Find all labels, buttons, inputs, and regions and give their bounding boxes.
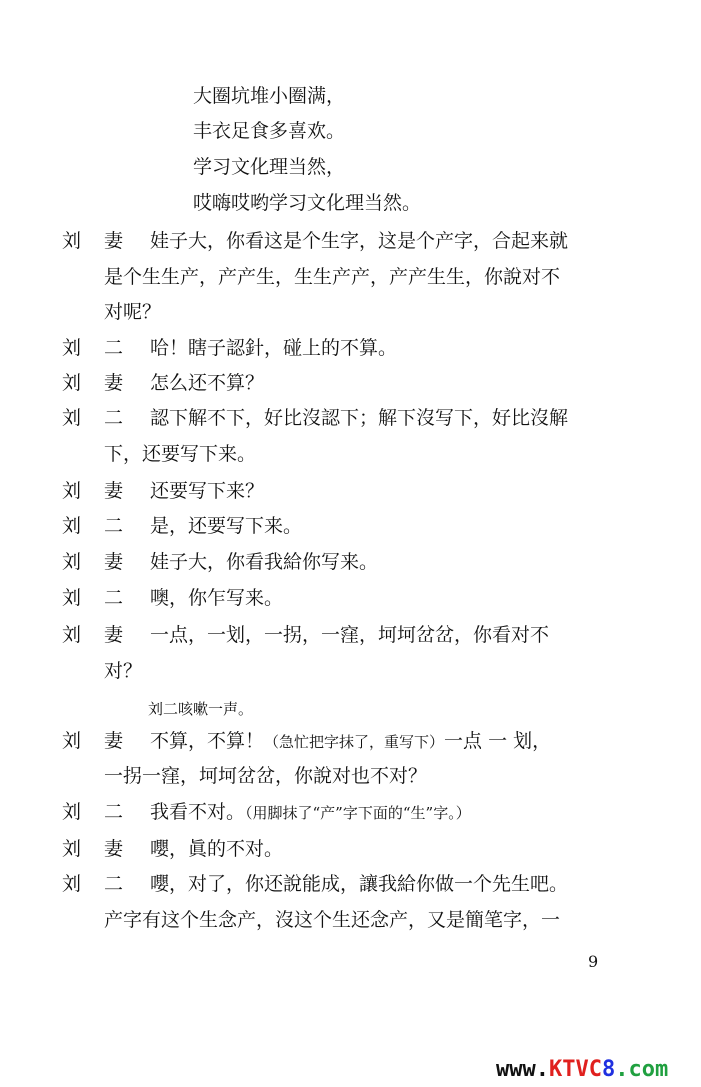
speaker-surname: 刘	[62, 730, 82, 752]
speaker-surname: 刘	[62, 587, 82, 609]
speaker-role: 妻	[104, 624, 124, 646]
speaker-surname: 刘	[62, 515, 82, 537]
speech-text: 娃子大，你看这是个生字，这是个产字，合起来就	[150, 230, 569, 252]
speaker-role: 妻	[104, 230, 124, 252]
speaker-surname: 刘	[62, 624, 82, 646]
speaker-role: 妻	[104, 551, 124, 573]
speaker-role: 二	[104, 337, 124, 359]
speaker-surname: 刘	[62, 372, 82, 394]
speaker-surname: 刘	[62, 230, 82, 252]
speech-continuation: 一拐一窪，坷坷岔岔，你說对也不对？	[104, 765, 428, 787]
watermark-www: www.	[496, 1057, 549, 1082]
verse-line: 哎嗨哎哟学习文化理当然。	[193, 192, 422, 214]
watermark-brand: KTVC	[548, 1057, 602, 1082]
speech-text: 哈！瞎子認針，碰上的不算。	[150, 337, 398, 359]
page-number: 9	[588, 952, 599, 971]
speech-text: 認下解不下，好比沒認下；解下沒写下，好比沒解	[150, 407, 569, 429]
speaker-surname: 刘	[62, 337, 82, 359]
speech-continuation: 是个生生产，产产生，生生产产，产产生生，你說对不	[104, 266, 561, 288]
watermark-brand-number: 8	[601, 1057, 616, 1082]
speech-continuation: 对呢？	[104, 301, 162, 323]
speaker-role: 妻	[104, 372, 124, 394]
verse-line: 大圈坑堆小圈满，	[193, 85, 346, 107]
verse-line: 学习文化理当然，	[193, 156, 346, 178]
inline-stage-direction: （用脚抹了“产”字下面的“生”字。）	[245, 804, 471, 822]
speaker-role: 妻	[104, 838, 124, 860]
watermark-tld: .com	[615, 1057, 669, 1082]
speaker-role: 二	[104, 801, 124, 823]
speech-fragment: 我看不对。	[150, 801, 246, 823]
speaker-surname: 刘	[62, 838, 82, 860]
speech-text: 还要写下来？	[150, 480, 265, 502]
speaker-role: 妻	[104, 730, 124, 752]
stage-direction: 刘二咳嗽一声。	[148, 700, 254, 718]
speech-text	[150, 800, 471, 825]
speaker-surname: 刘	[62, 801, 82, 823]
speech-text: 噢，你乍写来。	[150, 587, 284, 609]
watermark	[496, 1057, 668, 1082]
speech-fragment: 一点 一 划，	[444, 730, 552, 752]
speaker-role: 二	[104, 873, 124, 895]
speech-text: 是，还要写下来。	[150, 515, 303, 537]
verse-line: 丰衣足食多喜欢。	[193, 120, 346, 142]
inline-stage-direction: （急忙把字抹了，重写下）	[264, 733, 445, 751]
speaker-role: 妻	[104, 480, 124, 502]
speaker-surname: 刘	[62, 480, 82, 502]
speech-text: 一点，一划，一拐，一窪，坷坷岔岔，你看对不	[150, 624, 550, 646]
speech-text: 嚶，眞的不对。	[150, 838, 284, 860]
speech-text	[150, 729, 551, 754]
speech-continuation: 产字有这个生念产，沒这个生还念产，又是簡笔字，一	[104, 909, 561, 931]
speech-text: 娃子大，你看我給你写来。	[150, 551, 379, 573]
speech-text: 嚶，对了，你还說能成，讓我給你做一个先生吧。	[150, 873, 569, 895]
speaker-role: 二	[104, 515, 124, 537]
speaker-role: 二	[104, 407, 124, 429]
speech-continuation: 对？	[104, 660, 143, 682]
speech-text: 怎么还不算？	[150, 372, 265, 394]
speech-continuation: 下，还要写下来。	[104, 443, 257, 465]
speaker-surname: 刘	[62, 551, 82, 573]
speaker-surname: 刘	[62, 873, 82, 895]
speaker-surname: 刘	[62, 407, 82, 429]
speaker-role: 二	[104, 587, 124, 609]
speech-fragment: 不算，不算！	[150, 730, 265, 752]
